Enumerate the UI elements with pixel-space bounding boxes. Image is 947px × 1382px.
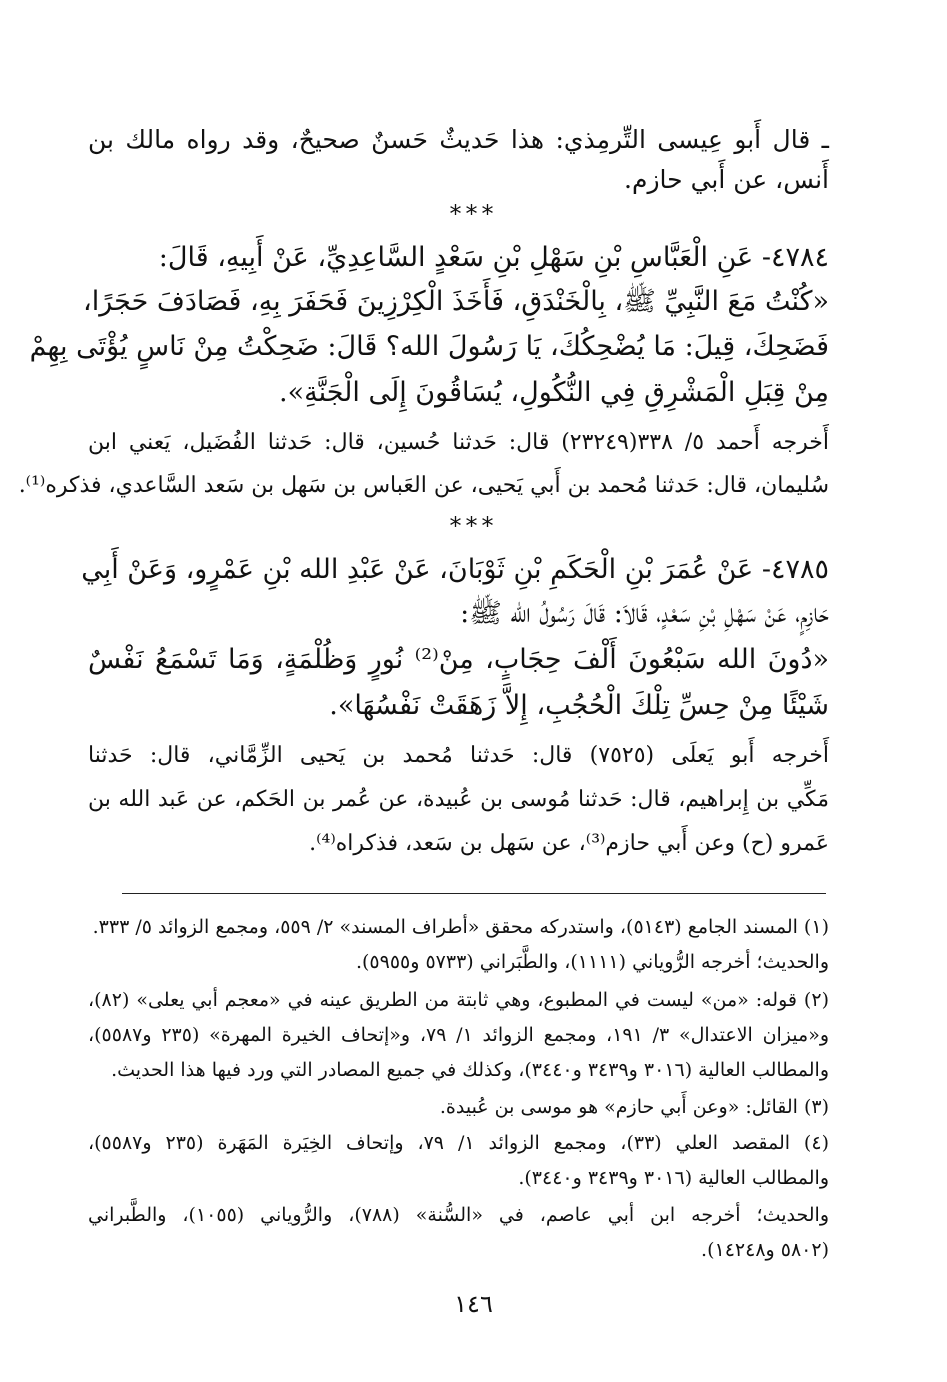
footnote-2-line-1: (٢) قوله: «من» ليست في المطبوع، وهي ثابتة من الطريق عينه في «معجم أبي يعلى» (٨٢)، bbox=[88, 989, 829, 1011]
footnote-3-line-1: (٣) القائل: «وعن أَبي حازم» هو موسى بن عُبيدة. bbox=[439, 1096, 829, 1118]
hadith-4784-line-3: فَضَحِكَ، قِيلَ: مَا يُضْحِكُكَ، يَا رَسُولَ الله؟ قَالَ: ضَحِكْتُ مِنْ نَاسٍ يُؤْتَى بِهِمْ bbox=[29, 331, 829, 362]
footnote-4-line-3: والحديث؛ أخرجه ابن أبي عاصم، في «السُّنة» (٧٨٨)، والرُّوياني (١٠٥٥)، والطَّبراني bbox=[88, 1204, 829, 1226]
hadith-4784-line-2: «كُنْتُ مَعَ النَّبِيِّ ﷺ، بِالْخَنْدَقِ، فَأَخَذَ الْكِرْزِينَ فَحَفَرَ بِهِ، فَصَادَفَ حَجَرًا، bbox=[83, 286, 829, 317]
hadith-4784-line-1: ٤٧٨٤- عَنِ الْعَبَّاسِ بْنِ سَهْلِ بْنِ سَعْدٍ السَّاعِدِيِّ، عَنْ أَبِيهِ، قَالَ: bbox=[158, 242, 829, 273]
hadith-4784-line-4: مِنْ قِبَلِ الْمَشْرِقِ فِي النُّكُولِ، يُسَاقُونَ إِلَى الْجَنَّةِ». bbox=[279, 377, 829, 408]
takhrij-4785-line-3: عَمرو (ح) وعن أَبي حازم⁽³⁾، عن سَهل بن سَعد، فذكراه⁽⁴⁾. bbox=[309, 831, 829, 856]
footnote-2-line-2: و«ميزان الاعتدال» ٣/ ١٩١، ومجمع الزوائد ١/ ٧٩، و«إتحاف الخيرة المهرة» (٢٣٥ و٥٥٨٧)، bbox=[88, 1024, 829, 1046]
section-separator: *** bbox=[449, 512, 498, 540]
footnote-1-line-1: (١) المسند الجامع (٥١٤٣)، واستدركه محقق «أطراف المسند» ٢/ ٥٥٩، ومجمع الزوائد ٥/ ٣٣٣. bbox=[92, 916, 829, 938]
intro-line-2: أَنس، عن أَبي حازم. bbox=[624, 165, 829, 194]
takhrij-4784-line-1: أَخرجه أَحمد ٥/ ٣٣٨(٢٣٢٤٩) قال: حَدثنا حُسين، قال: حَدثنا الفُضَيل، يَعني ابن bbox=[88, 430, 829, 455]
section-separator: *** bbox=[449, 200, 498, 228]
takhrij-4785-line-2: مَكِّي بن إِبراهيم، قال: حَدثنا مُوسى بن عُبيدة، عن عُمر بن الحَكم، عن عَبد الله بن bbox=[88, 787, 829, 812]
footnote-1-line-2: والحديث؛ أخرجه الرُّوياني (١١١١)، والطَّبَراني (٥٧٣٣ و٥٩٥٥). bbox=[355, 951, 829, 973]
intro-line-1: ـ قال أَبو عِيسى التِّرمِذي: هذا حَديثٌ حَسنٌ صحيحٌ، وقد رواه مالك بن bbox=[88, 125, 829, 154]
footnote-4-line-1: (٤) المقصد العلي (٣٣)، ومجمع الزوائد ١/ ٧٩، وإتحاف الخِيَرة المَهَرة (٢٣٥ و٥٥٨٧)، bbox=[88, 1132, 829, 1154]
footnote-4-line-4: (٥٨٠٢ و١٤٢٤٨). bbox=[701, 1239, 829, 1261]
takhrij-4784-line-2: سُليمان، قال: حَدثنا مُحمد بن أَبي يَحيى، عن العَباس بن سَهل بن سَعد السَّاعدي، فذكره⁽¹⁾. bbox=[18, 473, 829, 498]
footnote-separator bbox=[122, 893, 826, 894]
hadith-4785-line-2: حَازِمٍ، عَنْ سَهْلِ بْنِ سَعْدٍ، قَالاَ: قَالَ رَسُولُ الله ﷺ: bbox=[460, 598, 829, 629]
takhrij-4785-line-1: أَخرجه أَبو يَعلَى (٧٥٢٥) قال: حَدثنا مُحمد بن يَحيى الزِّمَّاني، قال: حَدثنا bbox=[88, 743, 829, 768]
hadith-4785-line-4: شَيْئًا مِنْ حِسِّ تِلْكَ الْحُجُبِ، إِلاَّ زَهَقَتْ نَفْسُهَا». bbox=[329, 690, 829, 721]
footnote-4-line-2: والمطالب العالية (٣٠١٦ و٣٤٣٩ و٣٤٤٠). bbox=[518, 1167, 829, 1189]
hadith-4785-line-3: «دُونَ الله سَبْعُونَ أَلْفَ حِجَابٍ، مِنْ⁽²⁾ نُورٍ وَظُلْمَةٍ، وَمَا تَسْمَعُ نَفْسٌ bbox=[88, 644, 830, 675]
footnote-2-line-3: والمطالب العالية (٣٠١٦ و٣٤٣٩ و٣٤٤٠)، وكذلك في جميع المصادر التي ورد فيها هذا الحديث. bbox=[111, 1059, 829, 1081]
hadith-4785-line-1: ٤٧٨٥- عَنْ عُمَرَ بْنِ الْحَكَمِ بْنِ ثَوْبَانَ، عَنْ عَبْدِ الله بْنِ عَمْرٍو، وَعَنْ أَبِي bbox=[81, 554, 829, 585]
page-number: ١٤٦ bbox=[454, 1290, 493, 1318]
